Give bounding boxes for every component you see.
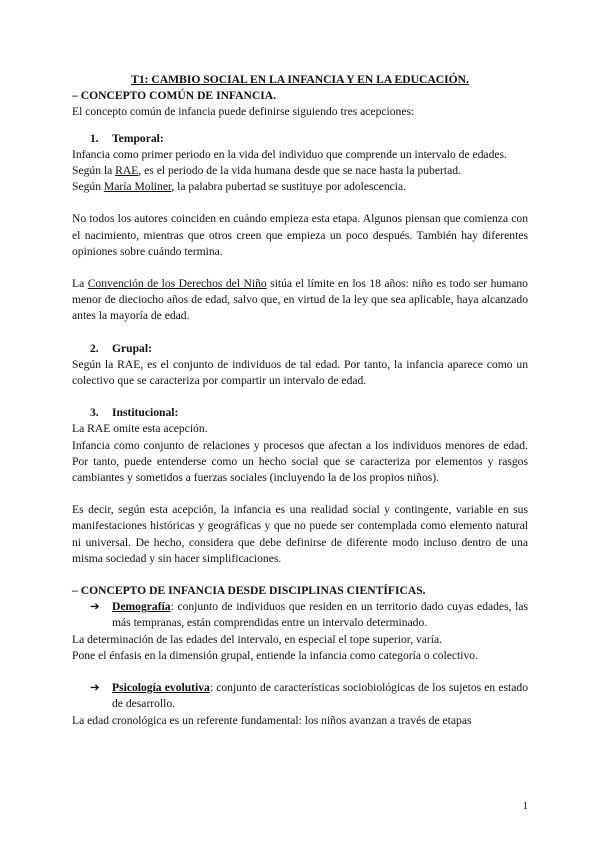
paragraph: La Convención de los Derechos del Niño sitúa el límite en los 18 años: niño es todo ser humano menor de dieciocho años de edad, salvo que, en virtud de la ley que sea aplicable, haya alcanzado antes la mayoría de edad. [72, 277, 528, 323]
term: Psicología evolutiva [112, 681, 210, 695]
item-number: 2. [90, 341, 99, 355]
paragraph: La RAE omite esta acepción. [72, 422, 208, 436]
item-label: Institucional: [112, 406, 179, 420]
item-number: 1. [90, 131, 99, 145]
term: Demografía [112, 600, 171, 614]
list-item-psicologia: ➔ Psicología evolutiva: conjunto de características sociobiológicas de los sujetos en estado de desarrollo. [72, 680, 528, 712]
arrow-icon: ➔ [90, 681, 100, 695]
list-item-demografia: ➔ Demografía: conjunto de individuos que residen en un territorio dado cuyas edades, las más tempranas, están comprendidas entre un intervalo determinado. [72, 599, 528, 631]
paragraph: Infancia como primer periodo en la vida del individuo que comprende un intervalo de edades. [72, 147, 507, 161]
document-title: T1: CAMBIO SOCIAL EN LA INFANCIA Y EN LA EDUCACIÓN. [131, 73, 469, 86]
item-label: Temporal: [112, 131, 164, 145]
underlined-term: Convención de los Derechos del Niño [87, 277, 267, 291]
section1-heading: – CONCEPTO COMÚN DE INFANCIA. [72, 89, 277, 103]
paragraph: Pone el énfasis en la dimensión grupal, entiende la infancia como categoría o colectivo. [72, 648, 478, 662]
paragraph: Es decir, según esta acepción, la infancia es una realidad social y contingente, variable en sus manifestaciones históricas y geográficas y que no puede ser contemplada como elemento natural ni universal. De hecho, considera que debe definirse de diferente modo incluso dentro de una misma sociedad y sin hacer simplificaciones. [72, 503, 528, 565]
paragraph: Según María Moliner, la palabra pubertad se sustituye por adolescencia. [72, 180, 407, 194]
page-number: 1 [522, 800, 528, 812]
item-number: 3. [90, 406, 99, 420]
paragraph: Según la RAE, es el periodo de la vida humana desde que se nace hasta la pubertad. [72, 164, 461, 178]
section1-intro: El concepto común de infancia puede definirse siguiendo tres acepciones: [72, 105, 415, 119]
section2-heading: – CONCEPTO DE INFANCIA DESDE DISCIPLINAS CIENTÍFICAS. [72, 584, 426, 598]
paragraph: No todos los autores coinciden en cuándo empieza esta etapa. Algunos piensan que comienza con el nacimiento, mientras que otros creen que empieza un poco después. También hay diferentes opiniones sobre cuándo termina. [72, 212, 528, 258]
paragraph: Según la RAE, es el conjunto de individuos de tal edad. Por tanto, la infancia aparece como un colectivo que se caracteriza por compartir un intervalo de edad. [72, 357, 528, 388]
item-institucional-heading [72, 405, 528, 421]
paragraph: La determinación de las edades del intervalo, en especial el tope superior, varía. [72, 632, 443, 646]
item-label: Grupal: [112, 341, 152, 355]
paragraph: La edad cronológica es un referente fundamental: los niños avanzan a través de etapas [72, 713, 472, 727]
underlined-term: RAE [115, 164, 139, 178]
item-temporal-heading [72, 131, 528, 147]
paragraph: Infancia como conjunto de relaciones y procesos que afectan a los individuos menores de edad. Por tanto, puede entenderse como un hecho social que se caracteriza por elementos y rasgos cambiantes y sometidos a fuerzas sociales (incluyendo la de los propios niños). [72, 438, 528, 485]
arrow-icon: ➔ [90, 600, 100, 614]
underlined-term: María Moliner [103, 180, 172, 194]
document-page [72, 72, 528, 729]
item-grupal-heading [72, 341, 528, 357]
